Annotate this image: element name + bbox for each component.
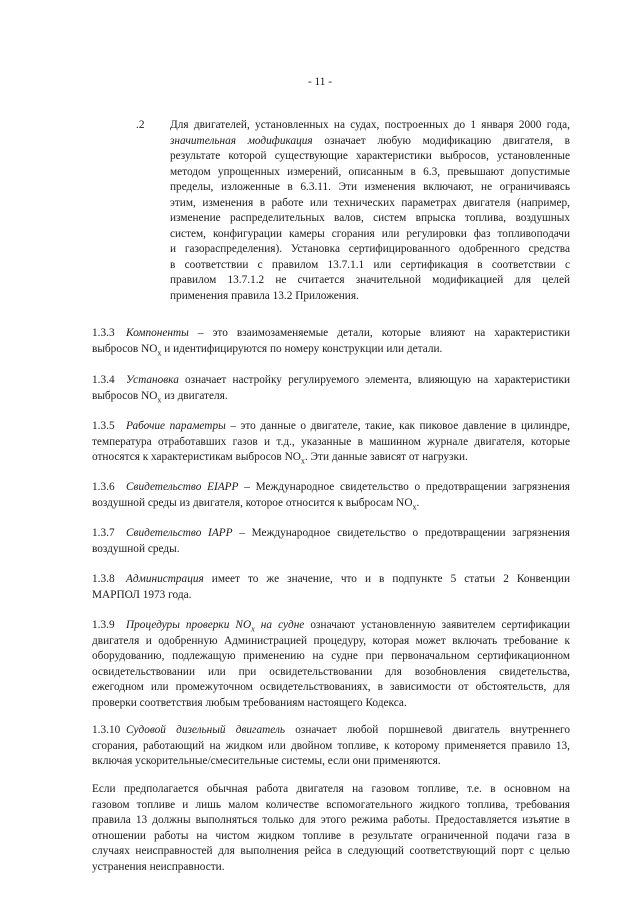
text-line xyxy=(170,134,570,150)
text-line: газовом топливе и лишь малом количестве вспомогательного жидкого топлива, требования xyxy=(92,798,570,811)
line-rest: означает любую модификацию двигателя, в xyxy=(312,134,570,147)
line-rest: – это взаимозаменяемые детали, которые влияют на характеристики xyxy=(197,327,571,339)
defined-term: Свидетельство IAPP xyxy=(126,527,233,539)
text-line: воздушной среды. xyxy=(92,542,180,555)
paragraph-1-3-4 xyxy=(92,373,570,404)
text-line: и газораспределения). Установка сертифицированного одобренного средства xyxy=(170,243,570,255)
text-line xyxy=(92,526,570,542)
text-line xyxy=(92,326,570,342)
text-line xyxy=(92,723,570,739)
paragraph-number: 1.3.9 xyxy=(92,619,115,631)
paragraph-1-3-9 xyxy=(92,618,570,711)
text-line xyxy=(92,480,570,496)
text-line: выбросов $NO_x$ из двигателя. xyxy=(92,389,228,404)
text-line: методом упрощенных измерений, описанным в 6.3, превышают допустимые xyxy=(170,165,570,178)
paragraph-number: 1.3.3 xyxy=(92,327,115,339)
text-line xyxy=(92,618,570,634)
line-rest: означает настройку регулируемого элемента, влияющую на характеристики xyxy=(184,374,570,386)
paragraph-1-3-5 xyxy=(92,419,570,466)
text-line: температура отработавших газов и т.д., указанные в машинном журнале двигателя, которые xyxy=(92,435,570,448)
text-line: выбросов $NO_x$ и идентифицируются по номеру конструкции или детали. xyxy=(92,342,443,357)
line-rest: – Международное свидетельство о предотвращении загрязнения xyxy=(244,481,571,493)
text-line: ежегодном или промежуточном освидетельствованиях, в зависимости от обстоятельств, для xyxy=(92,681,570,693)
paragraph-2 xyxy=(170,118,570,304)
text-line: Если предполагается обычная работа двигателя на газовом топливе, т.е. в основном на xyxy=(92,783,570,795)
defined-term: Установка xyxy=(126,374,179,386)
text-line: систем, конфигурации камеры сгорания или регулировки фаз топливоподачи xyxy=(170,227,570,240)
text-line: пределы, изложенные в 6.3.11. Эти изменения включают, не ограничиваясь xyxy=(170,181,570,193)
line-rest: – это данные о двигателе, такие, как пиковое давление в цилиндре, xyxy=(230,420,570,432)
text-line: в соответствии с правилом 13.7.1.1 или сертификация в соответствии с xyxy=(170,258,570,271)
text-line: оборудованию, подлежащую применению на судне при первоначальном сертификационном xyxy=(92,650,570,662)
line-rest: означают установленную заявителем сертификации xyxy=(310,619,570,631)
line-rest: – Международное свидетельство о предотвращении загрязнения xyxy=(239,527,571,539)
line-rest: имеет то же значение, что и в подпункте 5 статьи 2 Конвенции xyxy=(211,573,571,585)
paragraph-number: 1.3.7 xyxy=(92,527,115,539)
text-line: Для двигателей, установленных на судах, построенных до 1 января 2000 года, xyxy=(170,119,570,131)
text-line: относятся к характеристикам выбросов $NO_x$. Эти данные зависят от нагрузки. xyxy=(92,451,468,466)
page-number: - 11 - xyxy=(307,76,333,88)
text-line: освидетельствовании или при освидетельствовании для возобновления свидетельства, xyxy=(92,665,570,678)
paragraph-number: 1.3.4 xyxy=(92,374,115,386)
text-line: МАРПОЛ 1973 года. xyxy=(92,588,192,601)
paragraph-number: 1.3.8 xyxy=(92,573,115,585)
text-line: случаях неисправностей для выполнения рейса в следующий соответствующий порт с целью xyxy=(92,845,570,857)
paragraph-number: 1.3.5 xyxy=(92,420,115,432)
defined-term: Рабочие параметры xyxy=(126,420,226,432)
text-line: воздушной среды из двигателя, которое относится к выбросам $NO_x$. xyxy=(92,496,420,511)
line-rest: означает любой поршневой двигатель внутреннего xyxy=(295,724,571,736)
text-line: включая ускорительные/смесительные системы, если они применяются. xyxy=(92,755,441,767)
term-significant-modification: значительная модификация xyxy=(170,134,313,147)
paragraph-1-3-6 xyxy=(92,480,570,511)
paragraph-2-number: .2 xyxy=(136,119,145,131)
paragraph-1-3-8 xyxy=(92,572,570,603)
text-line: правила 13 должны выполняться только для этого режима работы. Предоставляется изъятие в xyxy=(92,814,570,826)
text-line xyxy=(92,419,570,435)
paragraph-1-3-10 xyxy=(92,723,570,770)
text-line: двигателя и одобренную Администрацией процедуру, которая может включать требование к xyxy=(92,634,570,647)
text-line xyxy=(92,572,570,588)
text-line: изменение распределительных валов, систем впрыска топлива, воздушных xyxy=(170,212,570,224)
defined-term: Свидетельство EIAPP xyxy=(126,481,239,493)
defined-term: Компоненты xyxy=(126,327,189,339)
text-line xyxy=(92,373,570,389)
paragraph-1-3-3 xyxy=(92,326,570,357)
text-line: правилом 13.7.1.2 не считается значительной модификацией для целей xyxy=(170,274,570,286)
text-line: сгорания, работающий на жидком или двойном топливе, к которому применяется правило 13, xyxy=(92,739,570,752)
text-line: отношении работы на чистом жидком топливе в результате ограниченной подачи газа в xyxy=(92,829,570,842)
text-line: этим, изменения в работе или технических параметрах двигателя (например, xyxy=(170,196,570,209)
paragraph-number: 1.3.10 xyxy=(92,724,121,736)
paragraph-final xyxy=(92,782,570,875)
defined-term: Администрация xyxy=(126,573,204,585)
text-line: применения правила 13.2 Приложения. xyxy=(170,289,359,302)
paragraph-number: 1.3.6 xyxy=(92,481,115,493)
defined-term: Процедуры проверки $NO_x$ на судне xyxy=(126,619,305,634)
text-line: устранения неисправности. xyxy=(92,860,225,873)
text-line: проверки соответствия любым требованиям настоящего Кодекса. xyxy=(92,696,407,709)
defined-term: Судовой дизельный двигатель xyxy=(126,724,286,736)
text-line: результате которой существующие характеристики выбросов, установленные xyxy=(170,150,570,162)
paragraph-1-3-7 xyxy=(92,526,570,557)
